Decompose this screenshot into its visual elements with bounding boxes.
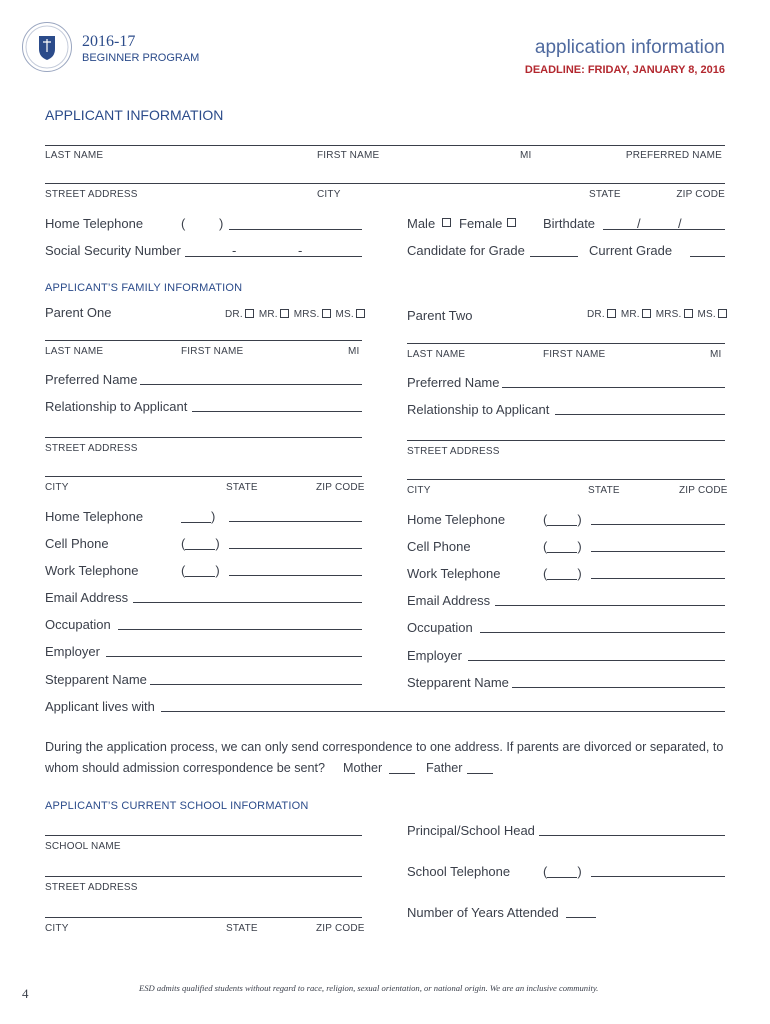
p2-label-zip: ZIP CODE <box>679 485 728 496</box>
p1-employer-field[interactable] <box>106 656 362 657</box>
label-street: STREET ADDRESS <box>45 189 138 200</box>
paren-open: ( <box>181 536 186 551</box>
p2-work-field[interactable] <box>591 578 725 579</box>
ssn-dash-2: - <box>298 243 303 258</box>
p2-home-area[interactable] <box>543 512 582 527</box>
paren-open: ( <box>181 563 186 578</box>
label-years-attended: Number of Years Attended <box>407 905 559 920</box>
p1-label-stepparent: Stepparent Name <box>45 672 147 687</box>
parent-one-title: Parent One <box>45 305 112 320</box>
paren-close: ) <box>211 509 216 524</box>
p2-stepparent-field[interactable] <box>512 687 725 688</box>
area-code-field[interactable] <box>547 866 577 878</box>
current-grade-field[interactable] <box>690 256 725 257</box>
p2-label-employer: Employer <box>407 648 462 663</box>
paren-open: ( <box>543 864 548 879</box>
paren-open: ( <box>543 539 548 554</box>
p1-street-line[interactable] <box>45 437 362 438</box>
birthdate-field[interactable] <box>603 229 725 230</box>
label-mother: Mother <box>343 761 383 775</box>
school-street-line[interactable] <box>45 876 362 877</box>
p2-occupation-field[interactable] <box>480 632 725 633</box>
lives-with-field[interactable] <box>161 711 725 712</box>
p2-label-street: STREET ADDRESS <box>407 446 500 457</box>
p2-label-preferred: Preferred Name <box>407 375 500 390</box>
area-code-field[interactable] <box>185 538 215 550</box>
area-code-field[interactable] <box>547 568 577 580</box>
p1-email-field[interactable] <box>133 602 362 603</box>
label-school-zip: ZIP CODE <box>316 923 365 934</box>
label-school-street: STREET ADDRESS <box>45 882 138 893</box>
correspondence-text-2: whom should admission correspondence be sent? <box>45 761 326 775</box>
inclusion-statement: ESD admits qualified students without regard to race, religion, sexual orientation, or national origin. We are an inclusive community. <box>139 983 599 993</box>
p2-label-home-tel: Home Telephone <box>407 512 506 527</box>
ssn-field[interactable] <box>185 256 362 257</box>
label-school-state: STATE <box>226 923 258 934</box>
p1-cell-area[interactable] <box>181 536 220 551</box>
p1-label-city: CITY <box>45 482 69 493</box>
label-school-city: CITY <box>45 923 69 934</box>
dr-checkbox[interactable] <box>607 309 616 318</box>
label-mr: MR. <box>620 309 640 320</box>
label-male: Male <box>407 216 436 231</box>
label-candidate-grade: Candidate for Grade <box>407 243 525 258</box>
p2-city-line[interactable] <box>407 479 725 480</box>
label-first-name: FIRST NAME <box>317 150 380 161</box>
label-state: STATE <box>589 189 621 200</box>
label-ms: MS. <box>697 309 716 320</box>
program-year: 2016-17 <box>82 33 136 50</box>
name-line[interactable] <box>45 145 725 146</box>
p1-home-tel-field[interactable] <box>229 521 362 522</box>
ssn-dash-1: - <box>232 243 237 258</box>
label-principal: Principal/School Head <box>407 823 535 838</box>
mother-field[interactable] <box>389 773 415 774</box>
dr-checkbox[interactable] <box>245 309 254 318</box>
p1-home-area[interactable] <box>181 509 215 524</box>
school-city-line[interactable] <box>45 917 362 918</box>
p1-label-first-name: FIRST NAME <box>181 346 244 357</box>
mr-checkbox[interactable] <box>280 309 289 318</box>
ms-checkbox[interactable] <box>718 309 727 318</box>
p2-cell-area[interactable] <box>543 539 582 554</box>
paren-close: ) <box>219 216 224 231</box>
p2-label-stepparent: Stepparent Name <box>407 675 509 690</box>
p2-home-tel-field[interactable] <box>591 524 725 525</box>
p2-preferred-field[interactable] <box>502 387 725 388</box>
home-telephone-field[interactable] <box>229 229 362 230</box>
applicant-heading: APPLICANT INFORMATION <box>45 107 224 123</box>
p2-relationship-field[interactable] <box>555 414 725 415</box>
family-heading: APPLICANT’S FAMILY INFORMATION <box>45 282 243 294</box>
label-ms: MS. <box>335 309 354 320</box>
p1-label-street: STREET ADDRESS <box>45 443 138 454</box>
page-title: application information <box>534 37 725 58</box>
p2-label-email: Email Address <box>407 593 491 608</box>
female-checkbox[interactable] <box>507 218 516 227</box>
paren-close: ) <box>215 536 220 551</box>
p1-label-cell: Cell Phone <box>45 536 109 551</box>
p1-label-home-tel: Home Telephone <box>45 509 144 524</box>
deadline-text: DEADLINE: FRIDAY, JANUARY 8, 2016 <box>524 64 725 76</box>
label-father: Father <box>426 761 463 775</box>
p1-label-email: Email Address <box>45 590 129 605</box>
birthdate-slash-1: / <box>637 216 641 231</box>
school-tel-area[interactable] <box>543 864 582 879</box>
label-last-name: LAST NAME <box>45 150 104 161</box>
p2-label-first-name: FIRST NAME <box>543 349 606 360</box>
p1-label-work: Work Telephone <box>45 563 139 578</box>
school-heading: APPLICANT’S CURRENT SCHOOL INFORMATION <box>45 800 309 812</box>
paren-open: ( <box>181 216 186 231</box>
mrs-checkbox[interactable] <box>684 309 693 318</box>
label-dr: DR. <box>587 309 605 320</box>
p1-label-mi: MI <box>348 346 360 357</box>
correspondence-text-1: During the application process, we can only send correspondence to one address. If parents are divorced or separated, to <box>45 740 724 754</box>
p1-work-area[interactable] <box>181 563 220 578</box>
address-line[interactable] <box>45 183 725 184</box>
p2-label-city: CITY <box>407 485 431 496</box>
area-code-field[interactable] <box>547 541 577 553</box>
label-female: Female <box>459 216 503 231</box>
label-mrs: MRS. <box>293 309 320 320</box>
p2-email-field[interactable] <box>495 605 725 606</box>
area-code-field[interactable] <box>181 511 211 523</box>
p1-cell-field[interactable] <box>229 548 362 549</box>
p1-label-zip: ZIP CODE <box>316 482 365 493</box>
parent-two-title: Parent Two <box>407 308 473 323</box>
p1-label-last-name: LAST NAME <box>45 346 104 357</box>
p1-city-line[interactable] <box>45 476 362 477</box>
label-zip: ZIP CODE <box>676 189 725 200</box>
paren-close: ) <box>577 539 582 554</box>
p2-label-mi: MI <box>710 349 722 360</box>
p2-employer-field[interactable] <box>468 660 725 661</box>
paren-open: ( <box>543 566 548 581</box>
area-code-field[interactable] <box>185 565 215 577</box>
label-lives-with: Applicant lives with <box>45 699 155 714</box>
area-code-field[interactable] <box>547 514 577 526</box>
school-seal-logo <box>22 22 72 72</box>
paren-open: ( <box>543 512 548 527</box>
label-preferred-name: PREFERRED NAME <box>625 150 722 161</box>
p1-label-state: STATE <box>226 482 258 493</box>
ms-checkbox[interactable] <box>356 309 365 318</box>
paren-close: ) <box>577 864 582 879</box>
label-mrs: MRS. <box>655 309 682 320</box>
label-home-telephone: Home Telephone <box>45 216 144 231</box>
paren-close: ) <box>577 566 582 581</box>
p2-work-area[interactable] <box>543 566 582 581</box>
p1-label-preferred: Preferred Name <box>45 372 138 387</box>
p1-stepparent-field[interactable] <box>150 684 362 685</box>
p1-name-line[interactable] <box>45 340 362 341</box>
label-school-telephone: School Telephone <box>407 864 511 879</box>
label-city: CITY <box>317 189 341 200</box>
years-attended-field[interactable] <box>566 917 596 918</box>
p2-cell-field[interactable] <box>591 551 725 552</box>
p1-label-occupation: Occupation <box>45 617 111 632</box>
p2-name-line[interactable] <box>407 343 725 344</box>
paren-close: ) <box>577 512 582 527</box>
label-mi: MI <box>520 150 532 161</box>
school-name-line[interactable] <box>45 835 362 836</box>
p2-label-occupation: Occupation <box>407 620 473 635</box>
p2-label-work: Work Telephone <box>407 566 501 581</box>
male-checkbox[interactable] <box>442 218 451 227</box>
program-name: BEGINNER PROGRAM <box>82 52 200 64</box>
label-school-name: SCHOOL NAME <box>45 841 121 852</box>
p1-relationship-field[interactable] <box>192 411 362 412</box>
p2-street-line[interactable] <box>407 440 725 441</box>
birthdate-slash-2: / <box>678 216 682 231</box>
principal-field[interactable] <box>539 835 725 836</box>
p2-label-cell: Cell Phone <box>407 539 471 554</box>
page-number: 4 <box>22 986 29 1001</box>
p2-label-relationship: Relationship to Applicant <box>407 402 550 417</box>
parent-one-titles <box>225 309 367 320</box>
p1-label-employer: Employer <box>45 644 100 659</box>
p1-preferred-field[interactable] <box>140 384 362 385</box>
p1-occupation-field[interactable] <box>118 629 362 630</box>
school-telephone-field[interactable] <box>591 876 725 877</box>
p2-label-state: STATE <box>588 485 620 496</box>
paren-close: ) <box>215 563 220 578</box>
label-birthdate: Birthdate <box>543 216 596 231</box>
label-dr: DR. <box>225 309 243 320</box>
candidate-grade-field[interactable] <box>530 256 578 257</box>
mr-checkbox[interactable] <box>642 309 651 318</box>
p2-label-last-name: LAST NAME <box>407 349 466 360</box>
p1-label-relationship: Relationship to Applicant <box>45 399 188 414</box>
label-ssn: Social Security Number <box>45 243 181 258</box>
parent-two-titles <box>587 309 729 320</box>
p1-work-field[interactable] <box>229 575 362 576</box>
label-current-grade: Current Grade <box>589 243 673 258</box>
father-field[interactable] <box>467 773 493 774</box>
mrs-checkbox[interactable] <box>322 309 331 318</box>
label-mr: MR. <box>258 309 278 320</box>
